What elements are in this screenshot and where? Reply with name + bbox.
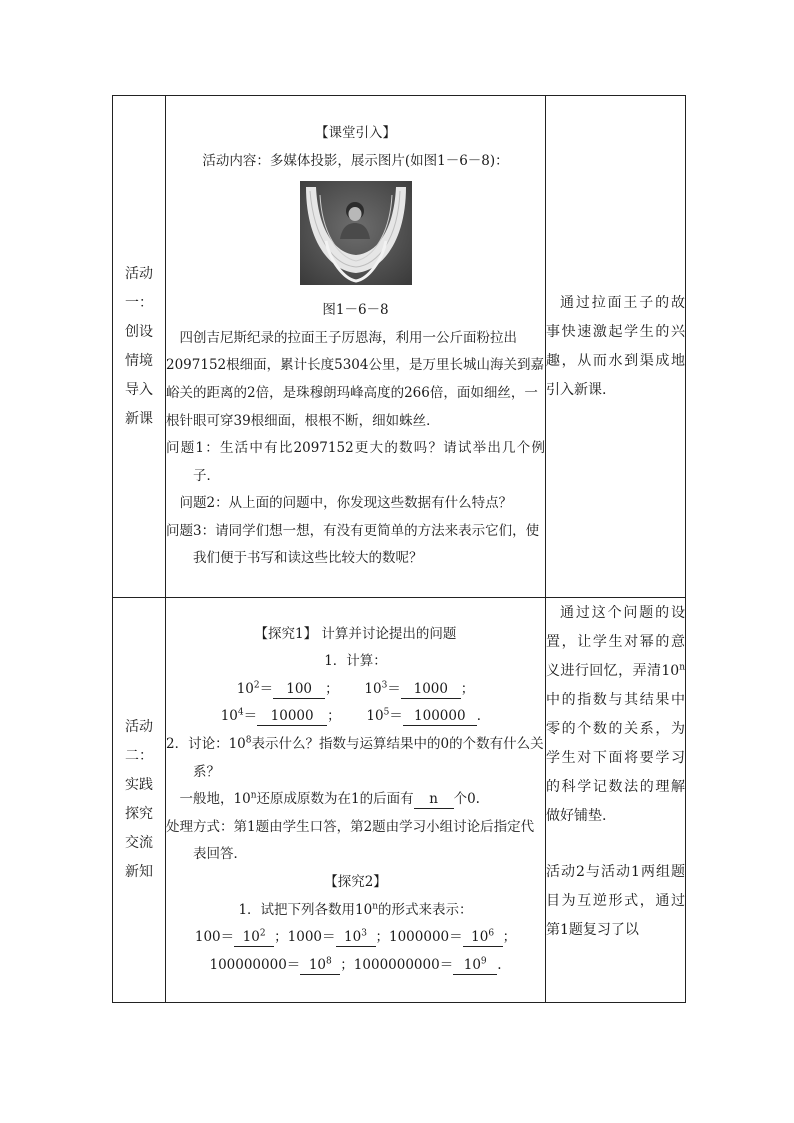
activity-two-content <box>166 598 546 1003</box>
answer-blank: n <box>414 790 454 809</box>
explore-2-heading: 【探究2】 <box>324 873 387 890</box>
story-paragraph: 四创吉尼斯纪录的拉面王子厉恩海，利用一公斤面粉拉出2097152根细面，累计长度5304公里，是万里长城山海关到嘉峪关的距离的2倍，是珠穆朗玛峰高度的266倍，面如细丝，一根针眼可穿39根细面，根根不断，细如蛛丝． <box>166 329 544 429</box>
activity-two-stage: 活动 二： 实践 探究 交流 新知 <box>113 598 166 1003</box>
activity-two-note <box>546 598 686 1003</box>
answer-blank: $10^6$ <box>463 928 503 947</box>
activity-one-content <box>166 96 546 598</box>
note-part-1: 通过这个问题的设置，让学生对幂的意义进行回忆，弄清10$^n$中的指数与其结果中零的个数的关系，为学生对下面将要学习的科学记数法的理解做好铺垫. <box>546 605 685 824</box>
calc-title: 1．计算： <box>324 653 387 670</box>
answer-blank: $10^9$ <box>453 956 497 975</box>
convert-line-2: $100000000= 10^8$ ；$1000000000= 10^9$ . <box>209 956 502 973</box>
section-heading: 【课堂引入】 <box>315 124 396 141</box>
activity-intro: 活动内容：多媒体投影，展示图片(如图1－6－8)： <box>202 152 509 169</box>
question-3: 问题3：请同学们想一想，有没有更简单的方法来表示它们，使我们便于书写和读这些比较大的数呢？ <box>166 522 540 567</box>
answer-blank: 1000 <box>401 680 461 699</box>
method-line: 处理方式：第1题由学生口答，第2题由学习小组讨论后指定代表回答． <box>166 818 535 863</box>
discuss-line: 2．讨论：$10^8$表示什么？指数与运算结果中的0的个数有什么关系？ <box>166 735 544 780</box>
answer-blank: 10000 <box>257 707 327 726</box>
activity-one-stage: 活动 一： 创设 情境 导入 新课 <box>113 96 166 598</box>
noodle-king-photo <box>300 181 412 285</box>
activity-one-row <box>113 96 686 598</box>
convert-line-1: $100= 10^2$ ；$1000= 10^3$ ；$1000000= 10^6$ ； <box>194 928 517 946</box>
question-2: 问题2：从上面的问题中，你发现这些数据有什么特点？ <box>179 495 513 512</box>
answer-blank: 100000 <box>403 707 477 726</box>
answer-blank: $10^3$ <box>336 928 376 947</box>
lesson-plan-table <box>112 95 686 1003</box>
question-1: 问题1：生活中有比2097152更大的数吗？请试举出几个例子． <box>166 440 545 484</box>
answer-blank: $10^8$ <box>300 956 340 975</box>
calc-line-1: $10^2= 100$ ； $10^3= 1000$ ； <box>236 680 475 697</box>
task-line: 1．试把下列各数用10$^n$的形式来表示： <box>238 901 473 918</box>
calc-line-2: $10^4= 10000$ ； $10^5= 100000$ ． <box>220 707 491 725</box>
answer-blank: $10^2$ <box>234 928 274 947</box>
answer-blank: 100 <box>273 680 325 699</box>
note-part-2: 活动2与活动1两组题目为互逆形式，通过第1题复习了以 <box>546 864 685 938</box>
figure-caption: 图1－6－8 <box>322 302 389 319</box>
activity-two-row <box>113 598 686 1003</box>
activity-one-note: 通过拉面王子的故事快速激起学生的兴趣，从而水到渠成地引入新课. <box>546 96 686 598</box>
general-rule: 一般地，10$^n$还原成原数为在1的后面有 n 个0. <box>179 790 480 808</box>
explore-1-heading: 【探究1】 计算并讨论提出的问题 <box>254 625 457 642</box>
